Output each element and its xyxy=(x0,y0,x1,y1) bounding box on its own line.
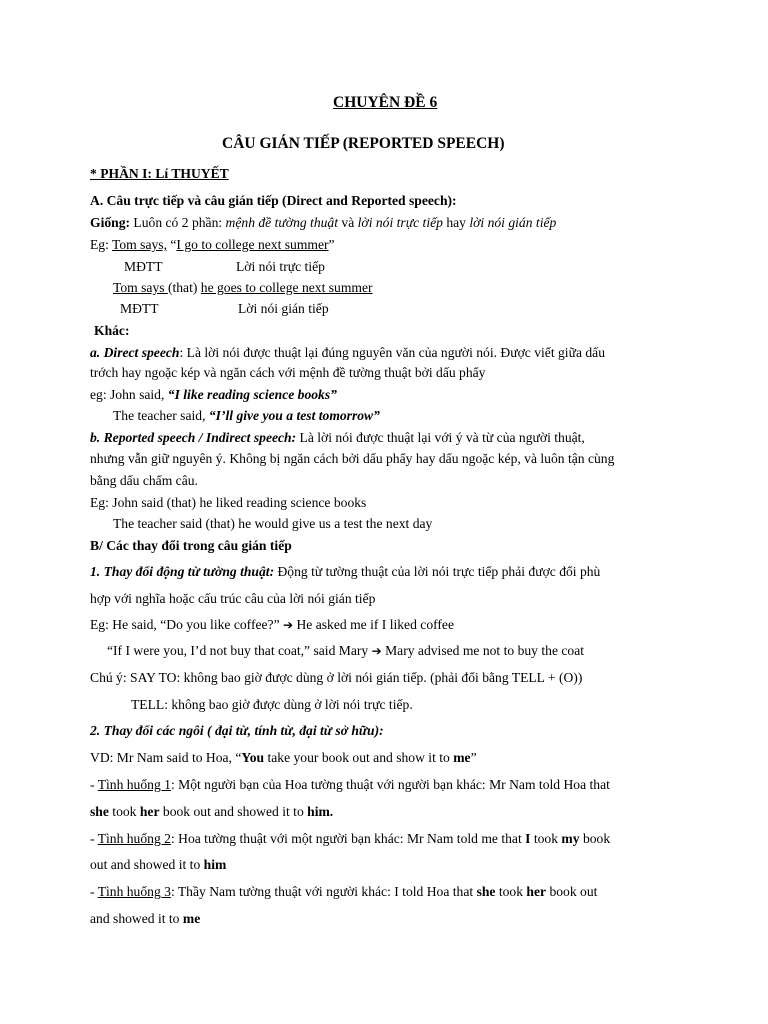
situation-2-cont xyxy=(90,858,226,872)
direct-speech-def-cont: trớch hay ngoặc kép và ngăn cách với mệnh đề tường thuật bởi dấu phẩy xyxy=(90,365,486,380)
text: took xyxy=(530,831,562,846)
text: him. xyxy=(307,804,334,819)
label-direct-speech: Lời nói trực tiếp xyxy=(236,259,325,274)
section-a-heading: A. Câu trực tiếp và câu gián tiếp (Direct and Reported speech): xyxy=(90,193,457,208)
text: him xyxy=(203,857,227,872)
text: “ xyxy=(166,237,177,252)
text: and showed it to xyxy=(90,911,183,926)
giong-label: Giống: xyxy=(90,215,131,230)
text: a. Direct speech xyxy=(90,345,180,360)
text: He asked me if I liked coffee xyxy=(293,617,454,632)
text: Tình huống 3 xyxy=(97,884,171,899)
direct-speech-def xyxy=(90,346,605,360)
text: my xyxy=(561,831,580,846)
text: I xyxy=(525,831,531,846)
text: ” xyxy=(328,237,335,252)
document-title: CHUYÊN ĐỀ 6 xyxy=(333,94,438,111)
reported-example-1: Eg: John said (that) he liked reading science books xyxy=(90,495,367,510)
text: 1. Thay đổi động từ tường thuật: xyxy=(90,564,275,579)
rule-1 xyxy=(90,565,600,579)
rule-1-cont: hợp với nghĩa hoặc cấu trúc câu của lời nói gián tiếp xyxy=(90,591,376,606)
text: ” xyxy=(470,750,477,765)
example-reported xyxy=(113,281,373,295)
text: (that) xyxy=(167,280,201,295)
text: Mary advised me not to buy the coat xyxy=(381,643,585,658)
direct-example-2 xyxy=(113,409,380,423)
text: Tình huống 2 xyxy=(97,831,171,846)
text: lời nói gián tiếp xyxy=(469,215,557,230)
label-mdtt: MĐTT xyxy=(120,301,159,316)
rule-1-example-2 xyxy=(107,644,584,658)
note-tell: TELL: không bao giờ được dùng ở lời nói trực tiếp. xyxy=(131,697,413,712)
text: You xyxy=(241,750,265,765)
text: she xyxy=(90,804,109,819)
situation-2 xyxy=(90,832,610,846)
situation-3 xyxy=(90,885,597,899)
text: và xyxy=(338,215,358,230)
text: me xyxy=(182,911,201,926)
example-vd xyxy=(90,751,477,765)
text: she xyxy=(476,884,496,899)
label-reported-speech: Lời nói gián tiếp xyxy=(238,301,329,316)
text: “I’ll give you a test tomorrow” xyxy=(208,408,380,423)
text: b. Reported speech / Indirect speech: xyxy=(90,430,297,445)
text: her xyxy=(139,804,160,819)
text: out and showed it to xyxy=(90,857,204,872)
text: eg: John said, xyxy=(90,387,168,402)
text: Luôn có 2 phần: xyxy=(130,215,226,230)
text: VD: Mr Nam said to Hoa, “ xyxy=(90,750,242,765)
text: : Thầy Nam tường thuật với người khác: I told Hoa that xyxy=(170,884,477,899)
text: Eg: He said, “Do you like coffee?” xyxy=(90,617,284,632)
text: Là lời nói được thuật lại với ý và từ của người thuật, xyxy=(296,430,585,445)
reported-speech-def-cont: nhưng vẫn giữ nguyên ý. Không bị ngăn cách bởi dấu phẩy hay dấu ngoặc kép, và luôn tận cùng xyxy=(90,451,615,466)
text: lời nói trực tiếp xyxy=(357,215,443,230)
text: - xyxy=(90,884,98,899)
situation-3-cont xyxy=(90,912,200,926)
giong-line xyxy=(90,216,556,230)
text: Tom says, xyxy=(112,237,167,252)
text: take your book out and show it to xyxy=(264,750,454,765)
text: “If I were you, I’d not buy that coat,” said Mary xyxy=(107,643,372,658)
situation-1 xyxy=(90,778,610,792)
text: : Một người bạn của Hoa tường thuật với người bạn khác: Mr Nam told Hoa that xyxy=(170,777,610,792)
arrow-right-icon: ➔ xyxy=(371,644,382,658)
arrow-right-icon: ➔ xyxy=(283,618,294,632)
text: book out xyxy=(546,884,598,899)
text: took xyxy=(108,804,140,819)
text: me xyxy=(453,750,471,765)
text: - xyxy=(90,777,98,792)
rule-1-example-1 xyxy=(90,618,454,632)
label-mdtt: MĐTT xyxy=(124,259,163,274)
text: took xyxy=(495,884,527,899)
text: Tom says xyxy=(113,280,168,295)
text: book out and showed it to xyxy=(159,804,308,819)
section-b-heading: B/ Các thay đổi trong câu gián tiếp xyxy=(90,538,292,553)
text: : Là lời nói được thuật lại đúng nguyên văn của người nói. Được viết giữa dấu xyxy=(179,345,606,360)
part-heading: * PHẦN I: Lí THUYẾT xyxy=(90,166,229,181)
rule-2: 2. Thay đổi các ngôi ( đại từ, tính từ, đại từ sở hữu): xyxy=(90,723,384,738)
text: I go to college next summer xyxy=(176,237,329,252)
text: he goes to college next summer xyxy=(200,280,373,295)
text: Eg: xyxy=(90,237,113,252)
text: her xyxy=(526,884,547,899)
direct-example-1 xyxy=(90,388,337,402)
text: Tình huống 1 xyxy=(97,777,171,792)
reported-example-2: The teacher said (that) he would give us a test the next day xyxy=(113,516,433,531)
text: Động từ tường thuật của lời nói trực tiếp phải được đổi phù xyxy=(274,564,601,579)
text: book xyxy=(579,831,611,846)
document-subtitle: CÂU GIÁN TIẾP (REPORTED SPEECH) xyxy=(222,135,505,152)
text: - xyxy=(90,831,98,846)
text: mệnh đề tường thuật xyxy=(225,215,339,230)
note-say-to: Chú ý: SAY TO: không bao giờ được dùng ở lời nói gián tiếp. (phải đổi bằng TELL + (O)) xyxy=(90,670,583,685)
text: hay xyxy=(442,215,470,230)
text: : Hoa tường thuật với một người bạn khác: Mr Nam told me that xyxy=(170,831,526,846)
text: The teacher said, xyxy=(113,408,209,423)
example-direct xyxy=(90,238,335,252)
khac-label: Khác: xyxy=(94,323,130,338)
situation-1-cont xyxy=(90,805,333,819)
reported-speech-def xyxy=(90,431,585,445)
text: “I like reading science books” xyxy=(167,387,337,402)
reported-speech-def-cont2: bằng dấu chấm câu. xyxy=(90,473,198,488)
